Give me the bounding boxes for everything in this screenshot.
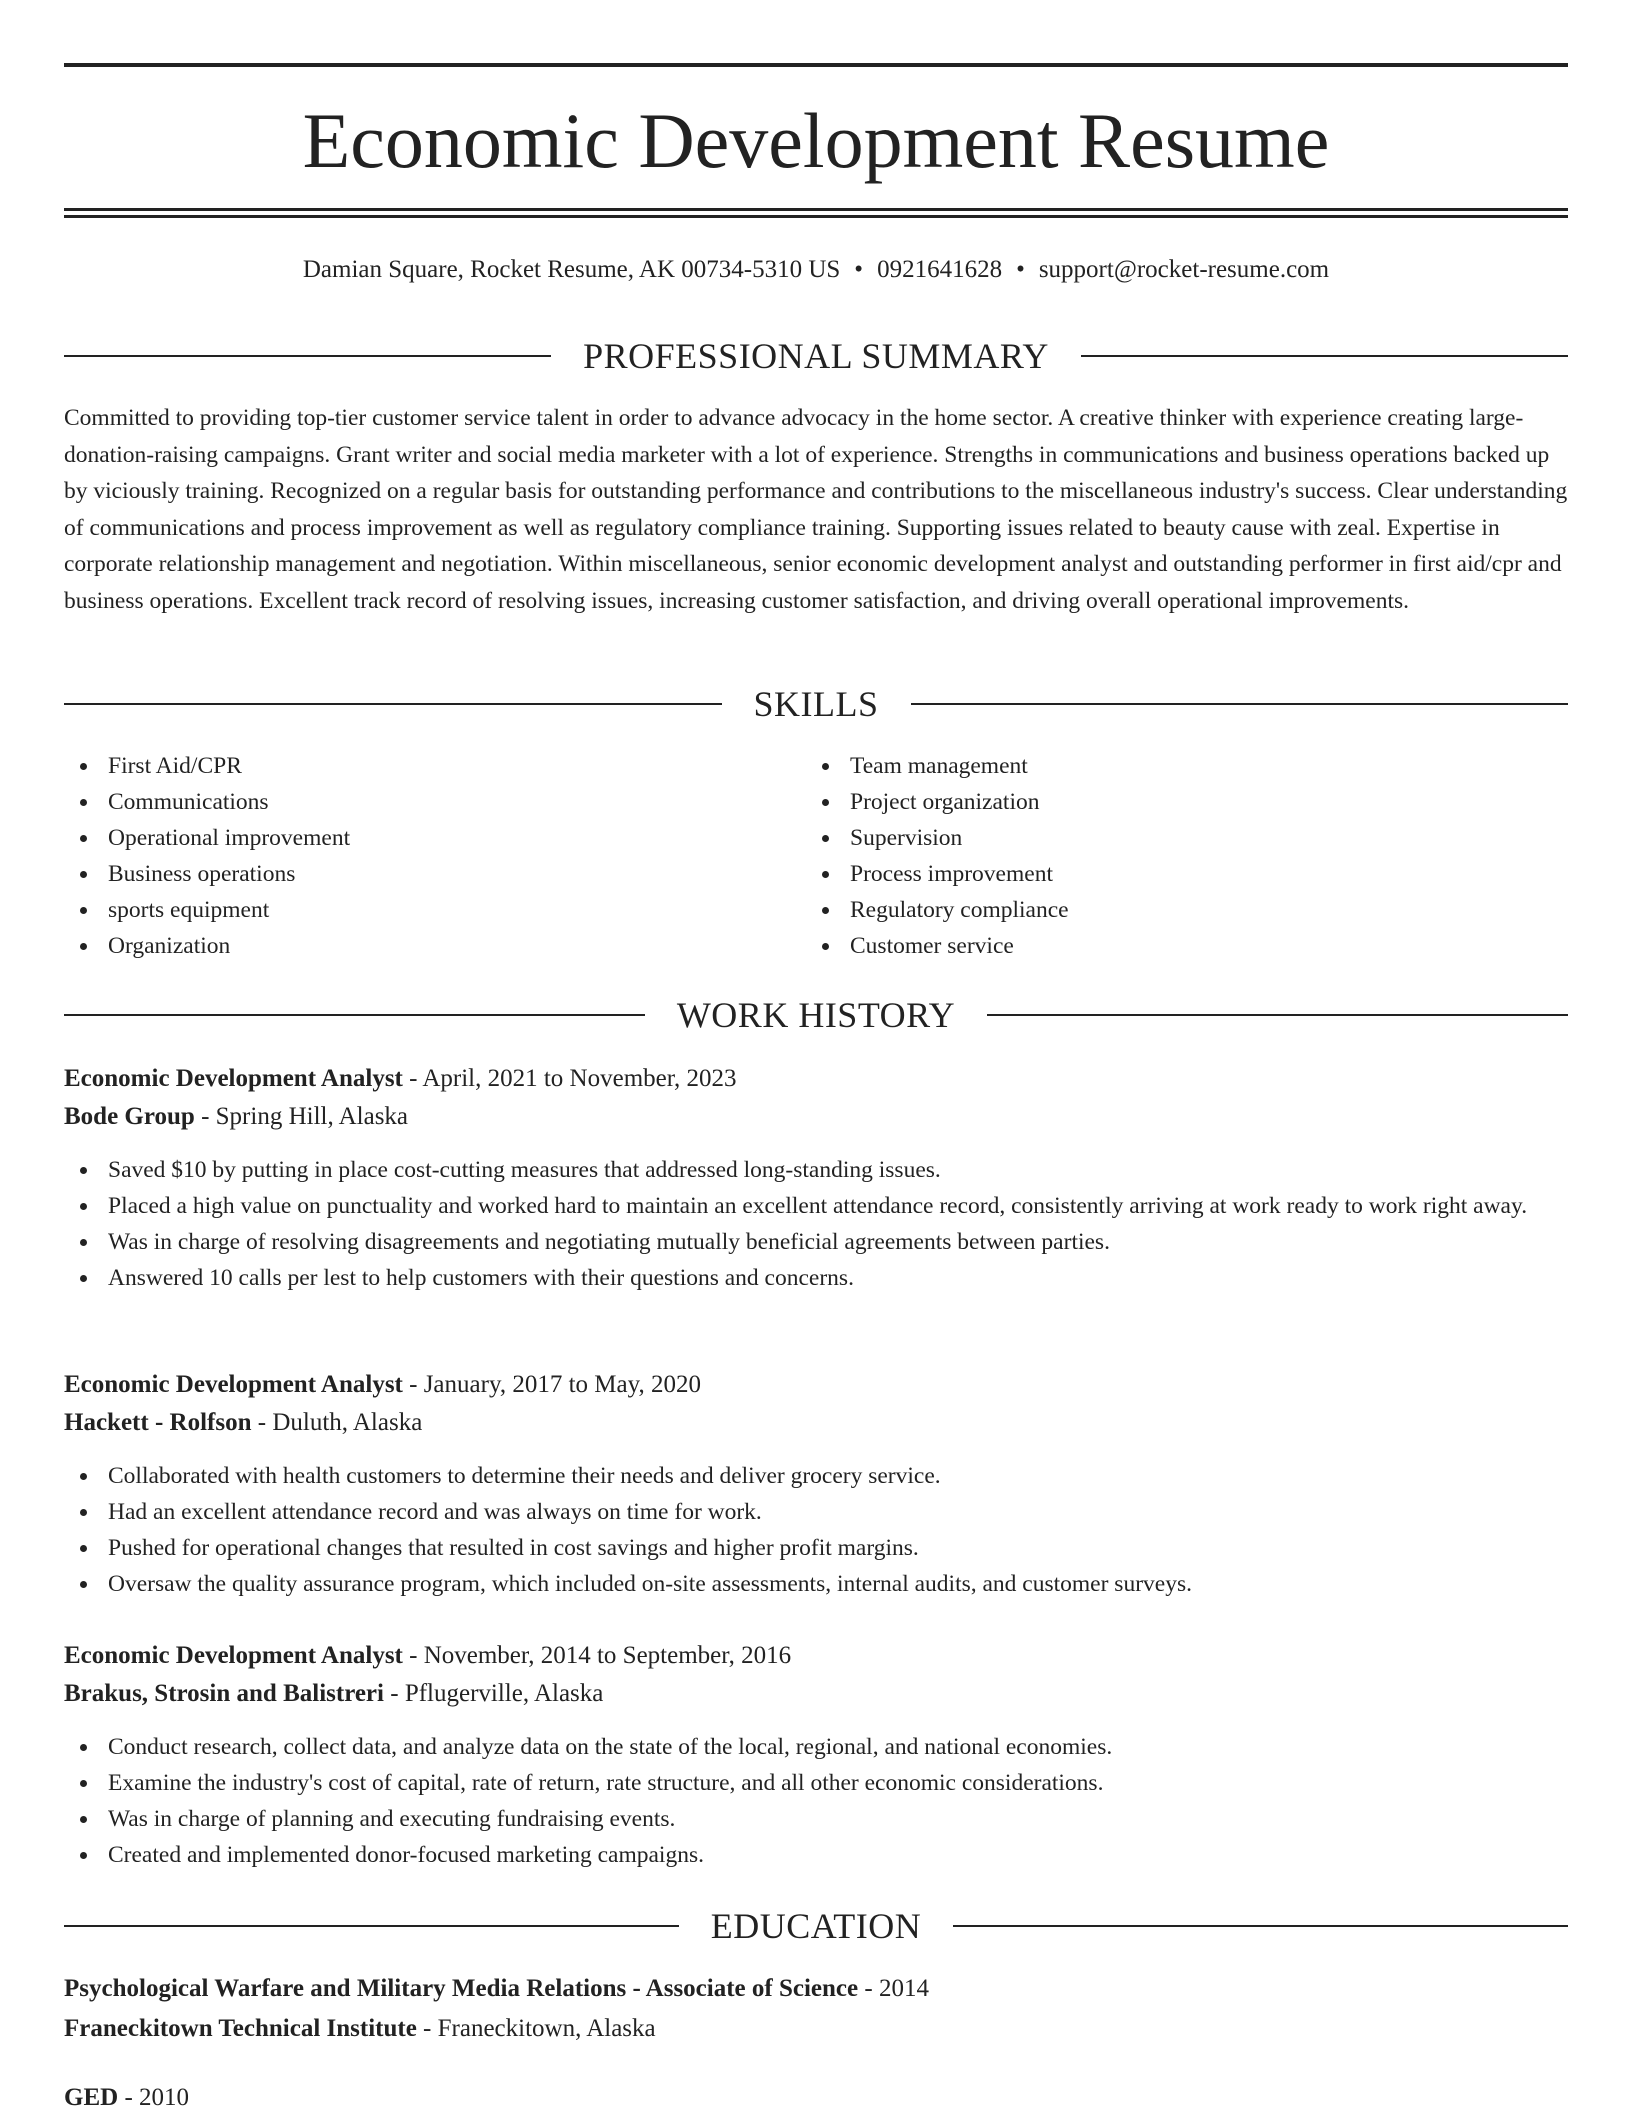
skill-item: Business operations xyxy=(64,856,806,892)
education-year: 2014 xyxy=(878,1975,929,2002)
section-heading-skills xyxy=(64,682,1568,726)
job-title: Economic Development Analyst xyxy=(64,1371,403,1398)
job-company: Bode Group xyxy=(64,1103,195,1130)
education-entry xyxy=(64,1969,1568,2049)
education-degree: Psychological Warfare and Military Media Relations - Associate of Science xyxy=(64,1975,859,2002)
list-item: Collaborated with health customers to determine their needs and deliver grocery service. xyxy=(64,1458,1568,1494)
job-title-line xyxy=(64,1637,1568,1675)
job-entry xyxy=(64,1637,1568,1873)
section-title: PROFESSIONAL SUMMARY xyxy=(583,336,1049,376)
education-degree-line xyxy=(64,2078,1568,2118)
skill-item: First Aid/CPR xyxy=(64,748,806,784)
list-item: Conduct research, collect data, and analyze data on the state of the local, regional, and national economies. xyxy=(64,1729,1568,1765)
job-title-line xyxy=(64,1060,1568,1098)
skill-item: Operational improvement xyxy=(64,820,806,856)
job-company-line xyxy=(64,1404,1568,1442)
job-entry xyxy=(64,1060,1568,1296)
section-heading-education xyxy=(64,1904,1568,1948)
dash: - xyxy=(251,1409,273,1436)
contact-separator: • xyxy=(854,256,864,283)
heading-rule xyxy=(64,703,722,705)
heading-rule xyxy=(64,355,551,357)
job-location: Spring Hill, Alaska xyxy=(215,1103,409,1130)
list-item: Created and implemented donor-focused marketing campaigns. xyxy=(64,1837,1568,1873)
dash: - xyxy=(383,1680,405,1707)
skill-item: Customer service xyxy=(806,928,1548,964)
job-title: Economic Development Analyst xyxy=(64,1065,403,1092)
skill-item: Regulatory compliance xyxy=(806,892,1548,928)
job-dates: April, 2021 to November, 2023 xyxy=(422,1065,737,1092)
dash: - xyxy=(402,1642,424,1669)
job-dates: January, 2017 to May, 2020 xyxy=(423,1371,701,1398)
top-rule xyxy=(64,63,1568,67)
heading-rule xyxy=(953,1925,1568,1927)
dash: - xyxy=(118,2084,140,2111)
job-location: Duluth, Alaska xyxy=(272,1409,423,1436)
heading-rule xyxy=(64,1925,679,1927)
job-location: Pflugerville, Alaska xyxy=(404,1680,604,1707)
job-entry xyxy=(64,1366,1568,1602)
section-title: EDUCATION xyxy=(710,1906,922,1946)
section-title: SKILLS xyxy=(753,684,879,724)
skills-list xyxy=(64,748,1568,964)
title-double-rule xyxy=(64,208,1568,218)
job-company: Hackett - Rolfson xyxy=(64,1409,252,1436)
dash: - xyxy=(416,2015,438,2042)
skills-column-right xyxy=(806,748,1548,964)
list-item: Placed a high value on punctuality and worked hard to maintain an excellent attendance record, consistently arriving at work ready to work right away. xyxy=(64,1188,1568,1224)
job-dates: November, 2014 to September, 2016 xyxy=(423,1642,792,1669)
education-location: Franeckitown, Alaska xyxy=(437,2015,656,2042)
dash: - xyxy=(858,1975,879,2002)
heading-rule xyxy=(64,1014,645,1016)
education-year: 2010 xyxy=(139,2084,190,2111)
job-company-line xyxy=(64,1675,1568,1713)
job-title-line xyxy=(64,1366,1568,1404)
dash: - xyxy=(402,1371,424,1398)
skill-item: Communications xyxy=(64,784,806,820)
contact-separator: • xyxy=(1016,256,1025,283)
heading-rule xyxy=(911,703,1569,705)
contact-line xyxy=(64,252,1568,288)
section-heading-work xyxy=(64,993,1568,1037)
job-company-line xyxy=(64,1098,1568,1136)
skill-item: Team management xyxy=(806,748,1548,784)
list-item: Was in charge of resolving disagreements and negotiating mutually beneficial agreements between parties. xyxy=(64,1224,1568,1260)
list-item: Oversaw the quality assurance program, which included on-site assessments, internal audits, and customer surveys. xyxy=(64,1566,1568,1602)
job-company: Brakus, Strosin and Balistreri xyxy=(64,1680,384,1707)
contact-email[interactable]: support@rocket-resume.com xyxy=(1038,256,1330,283)
list-item: Saved $10 by putting in place cost-cutting measures that addressed long-standing issues. xyxy=(64,1152,1568,1188)
contact-address: Damian Square, Rocket Resume, AK 00734-5310 US xyxy=(302,256,841,283)
skill-item: Supervision xyxy=(806,820,1548,856)
page-title: Economic Development Resume xyxy=(302,97,1330,184)
dash: - xyxy=(194,1103,216,1130)
heading-rule xyxy=(1081,355,1568,357)
contact-phone: 0921641628 xyxy=(877,256,1003,283)
skill-item: Process improvement xyxy=(806,856,1548,892)
list-item: Answered 10 calls per lest to help customers with their questions and concerns. xyxy=(64,1260,1568,1296)
skill-item: Project organization xyxy=(806,784,1548,820)
job-title: Economic Development Analyst xyxy=(64,1642,403,1669)
skill-item: sports equipment xyxy=(64,892,806,928)
list-item: Was in charge of planning and executing fundraising events. xyxy=(64,1801,1568,1837)
list-item: Examine the industry's cost of capital, rate of return, rate structure, and all other economic considerations. xyxy=(64,1765,1568,1801)
list-item: Had an excellent attendance record and was always on time for work. xyxy=(64,1494,1568,1530)
education-entry xyxy=(64,2078,1568,2118)
skill-item: Organization xyxy=(64,928,806,964)
section-title: WORK HISTORY xyxy=(676,995,956,1035)
heading-rule xyxy=(987,1014,1568,1016)
skills-column-left xyxy=(64,748,806,964)
education-degree-line xyxy=(64,1969,1568,2009)
job-bullets xyxy=(64,1458,1568,1602)
list-item: Pushed for operational changes that resulted in cost savings and higher profit margins. xyxy=(64,1530,1568,1566)
section-heading-summary xyxy=(64,334,1568,378)
dash: - xyxy=(402,1065,423,1092)
education-degree: GED xyxy=(64,2084,119,2111)
education-school-line xyxy=(64,2009,1568,2049)
job-bullets xyxy=(64,1729,1568,1873)
summary-paragraph: Committed to providing top-tier customer service talent in order to advance advocacy in the home sector. A creative thinker with experience creating large-donation-raising campaigns. Grant writer and social media marketer with a lot of experience. Strengths in communications and business operations backed up by viciously training. Recognized on a regular basis for outstanding performance and contributions to the miscellaneous industry's success. Clear understanding of communications and process improvement as well as regulatory compliance training. Supporting issues related to beauty cause with zeal. Expertise in corporate relationship management and negotiation. Within miscellaneous, senior economic development analyst and outstanding performer in first aid/cpr and business operations. Excellent track record of resolving issues, increasing customer satisfaction, and driving overall operational improvements. xyxy=(64,405,1568,614)
job-bullets xyxy=(64,1152,1568,1296)
education-school: Franeckitown Technical Institute xyxy=(64,2015,417,2042)
